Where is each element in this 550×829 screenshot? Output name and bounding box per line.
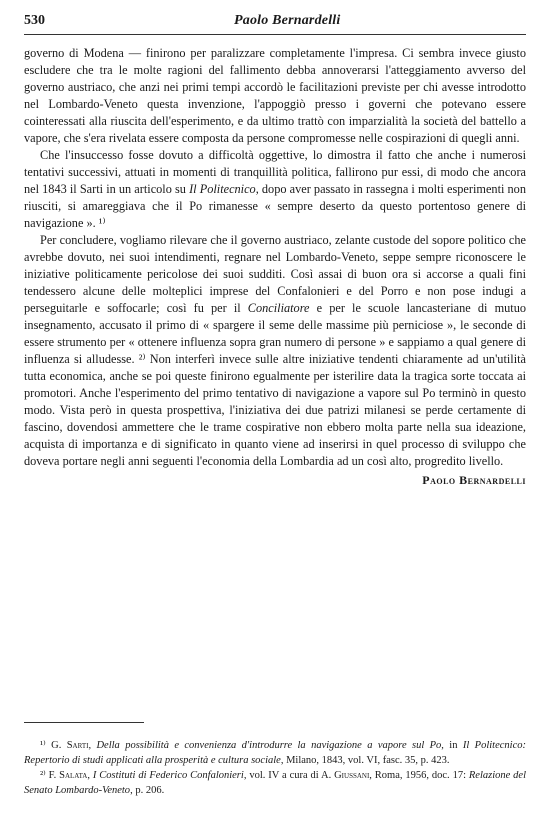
footnote-ref-2: ²⁾ bbox=[134, 352, 146, 366]
footnote-2-sep: , bbox=[87, 770, 93, 781]
footnote-1-title: , Della possibilità e convenienza d'introdurre la navigazione a vapore sul Po bbox=[88, 740, 442, 751]
footnote-divider bbox=[24, 722, 144, 723]
footnote-2-rest: , p. 206. bbox=[130, 785, 165, 796]
paragraph-3 bbox=[24, 232, 526, 470]
paragraph-3-text-a: Per concludere, vogliamo rilevare che il governo austriaco, zelante custode del sopore politico che avrebbe dovuto, nei suoi intendimenti, regnare nel Lombardo-Veneto, seppe sempre riconoscere le iniziative politicamente pericolose dei suoi sudditi. Così assai di buon ora si accorse a quali fini tendessero alcune delle molteplici imprese del Confalonieri e del Porro e non pose indugi a perseguitarle e soffocarle; così fu per il bbox=[24, 233, 526, 315]
footnote-2-title: I Costituti di Federico Confalonieri bbox=[92, 770, 244, 781]
footnote-ref-1: ¹⁾ bbox=[95, 216, 106, 230]
footnote-2-doc: Relazione del Senato Lombardo-Veneto bbox=[24, 770, 526, 796]
paragraph-1: governo di Modena — finirono per paralizzare completamente l'impresa. Ci sembra invece giusto escludere che tra le molte ragioni del fallimento debba annoverarsi l'atteggiamento avverso del governo austriaco, che anzi nei primi tempi accordò le facilitazioni previste per chi avesse introdotto nel Lombardo-Veneto questa invenzione, l'appoggiò presso i governi che potevano essere cointeressati alla riuscita dell'esperimento, e da ultimo trattò con imparzialità la società del battello a vapore, che s'era rivelata essere composta da persone compromesse nelle cospirazioni di quegli anni. bbox=[24, 46, 526, 145]
conciliatore-title: Conciliatore bbox=[247, 301, 310, 315]
footnote-1-number: ¹⁾ bbox=[40, 740, 52, 751]
footnote-2-number: ²⁾ bbox=[40, 770, 49, 781]
page-number: 530 bbox=[24, 13, 45, 28]
page bbox=[24, 10, 526, 489]
footnotes bbox=[24, 738, 526, 798]
article-body bbox=[24, 45, 526, 489]
footnote-1-journal: Il Politecnico: Repertorio di studi applicati alla prosperità e cultura sociale bbox=[24, 740, 526, 766]
paragraph-3-text-c: Non interferì invece sulle altre iniziative tendenti chiaramente ad un'utilità tutta economica, anche se poi queste finirono egualmente per isterilire data la tragica sorte toccata ai promotori. Anche l'esperimento del primo tentativo di navigazione a vapore sul Po terminò in questo modo. Vista però in questa prospettiva, l'iniziativa dei due patrizi milanesi se perde certamente di fascino, dovendosi ammettere che le trame cospirative non ebbero molta parte nella sua ideazione, acquista di importanza e di significato in quanto viene ad inserirsi in quel processo di sviluppo che doveva portare negli anni seguenti l'economia della Lombardia ad un così alto, progredito livello. bbox=[24, 352, 526, 468]
footnote-2-author: F. Salata bbox=[48, 770, 88, 781]
footnote-2-mid: , vol. IV a cura di A. bbox=[243, 770, 335, 781]
paragraph-2-text-b: , dopo aver passato in rassegna i molti esperimenti non riusciti, si amareggiava che il Po rimanesse « sempre deserto da questo portentoso genere di navigazione ». bbox=[24, 182, 526, 230]
author-signature: Paolo Bernardelli bbox=[422, 473, 526, 487]
paragraph-2 bbox=[24, 147, 526, 232]
footnote-2-editor: Giussani bbox=[334, 770, 370, 781]
footnote-1-author: G. Sarti bbox=[51, 740, 89, 751]
paragraph-2-text-a: Che l'insuccesso fosse dovuto a difficoltà oggettive, lo dimostra il fatto che anche i numerosi tentativi successivi, attuati in momenti di tranquillità politica, fallirono pur essi, di modo che ancora nel 1843 il Sarti in un articolo su bbox=[24, 148, 526, 196]
page-header bbox=[24, 10, 526, 35]
footnote-1 bbox=[24, 738, 526, 768]
running-head: Paolo Bernardelli bbox=[234, 13, 341, 28]
paragraph-3-text-b: e per le scuole lancasteriane di mutuo insegnamento, accusato il primo di « spargere il seme delle massime più perniciose », le seconde di essere strumento per « ottenere influenza sopra gran numero di persone » e sappiamo a qual genere di influenza si alludesse. bbox=[24, 301, 526, 366]
footnote-2-mid2: , Roma, 1956, doc. 17: bbox=[369, 770, 469, 781]
footnote-1-in: , in bbox=[441, 740, 463, 751]
footnote-2 bbox=[24, 768, 526, 798]
footnote-1-rest: , Milano, 1843, vol. VI, fasc. 35, p. 423. bbox=[280, 755, 450, 766]
journal-title: Il Politecnico bbox=[189, 182, 256, 196]
